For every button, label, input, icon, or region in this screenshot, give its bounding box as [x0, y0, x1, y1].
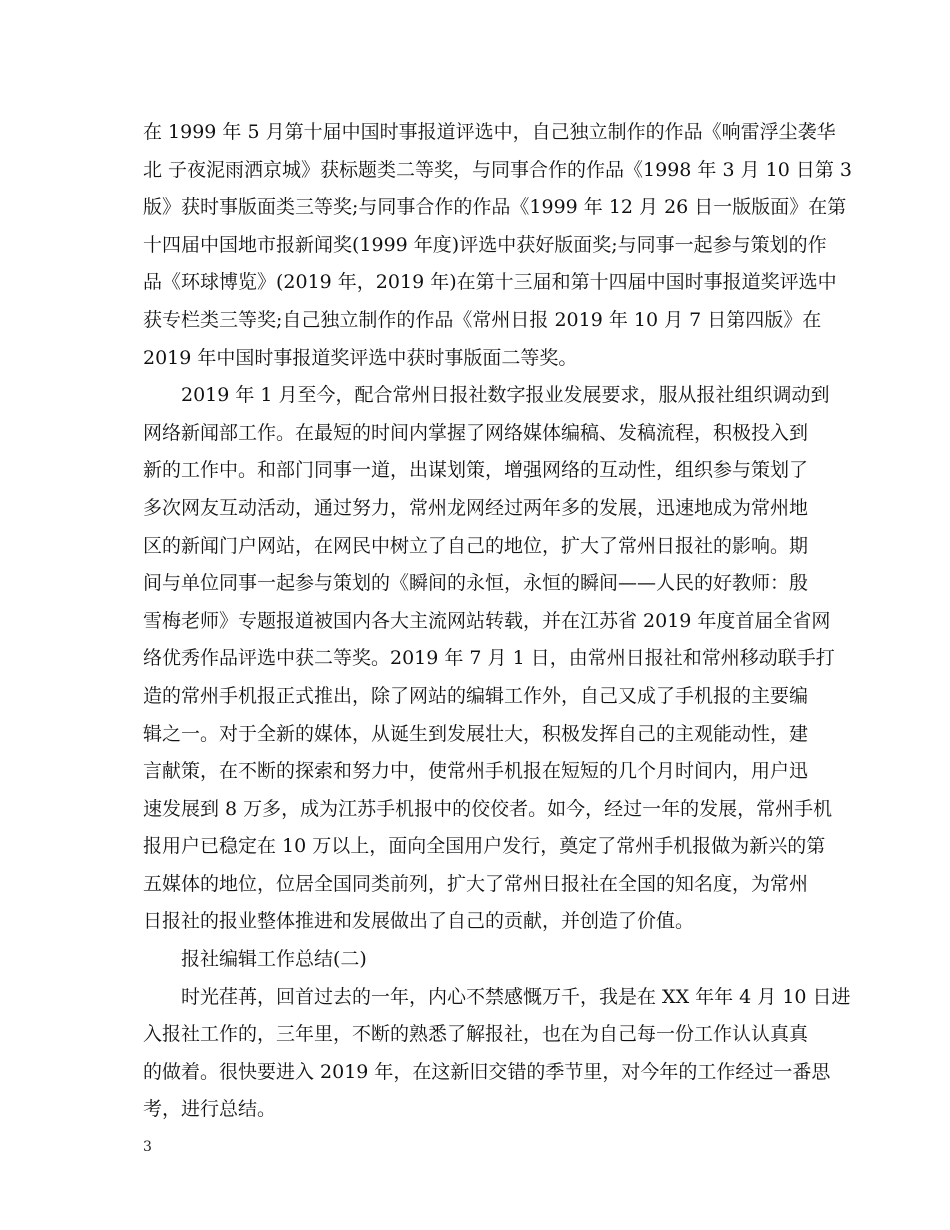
text-line: 报社编辑工作总结(二) — [181, 948, 367, 971]
text-line: 2019 年 1 月至今，配合常州日报社数字报业发展要求，服从报社组织调动到 — [181, 384, 830, 407]
text-line: 多次网友互动活动，通过努力，常州龙网经过两年多的发展，迅速地成为常州地 — [143, 496, 809, 519]
text-line: 入报社工作的，三年里，不断的熟悉了解报社，也在为自己每一份工作认认真真 — [143, 1023, 809, 1046]
text-line: 报用户已稳定在 10 万以上，面向全国用户发行，奠定了常州手机报做为新兴的第 — [143, 835, 826, 858]
text-line: 网络新闻部工作。在最短的时间内掌握了网络媒体编稿、发稿流程，积极投入到 — [143, 421, 809, 444]
text-line: 速发展到 8 万多，成为江苏手机报中的佼佼者。如今，经过一年的发展，常州手机 — [143, 797, 833, 820]
text-line: 间与单位同事一起参与策划的《瞬间的永恒，永恒的瞬间——人民的好教师：殷 — [143, 572, 809, 595]
text-line: 辑之一。对于全新的媒体，从诞生到发展壮大，积极发挥自己的主观能动性，建 — [143, 722, 809, 745]
text-line: 2019 年中国时事报道奖评选中获时事版面二等奖。 — [143, 346, 578, 369]
text-line: 获专栏类三等奖;自己独立制作的作品《常州日报 2019 年 10 月 7 日第四版》在 — [143, 308, 822, 331]
text-line: 雪梅老师》专题报道被国内各大主流网站转载，并在江苏省 2019 年度首届全省网 — [143, 609, 831, 632]
text-line: 五媒体的地位，位居全国同类前列，扩大了常州日报社在全国的知名度，为常州 — [143, 872, 809, 895]
text-line: 区的新闻门户网站，在网民中树立了自己的地位，扩大了常州日报社的影响。期 — [143, 534, 809, 557]
page-number: 3 — [143, 1139, 152, 1155]
text-line: 时光荏苒，回首过去的一年，内心不禁感慨万千，我是在 XX 年年 4 月 10 日进 — [181, 985, 851, 1008]
document-body — [143, 114, 852, 1129]
text-line: 十四届中国地市报新闻奖(1999 年度)评选中获好版面奖;与同事一起参与策划的作 — [143, 233, 827, 256]
text-line: 造的常州手机报正式推出，除了网站的编辑工作外，自己又成了手机报的主要编 — [143, 684, 809, 707]
text-line: 北 子夜泥雨洒京城》获标题类二等奖，与同事合作的作品《1998 年 3 月 10 日第 3 — [143, 158, 852, 181]
text-line: 的做着。很快要进入 2019 年，在这新旧交错的季节里，对今年的工作经过一番思 — [143, 1060, 831, 1083]
text-line: 日报社的报业整体推进和发展做出了自己的贡献，并创造了价值。 — [143, 910, 695, 933]
text-line: 言献策，在不断的探索和努力中，使常州手机报在短短的几个月时间内，用户迅 — [143, 760, 809, 783]
text-line: 新的工作中。和部门同事一道，出谋划策，增强网络的互动性，组织参与策划了 — [143, 459, 809, 482]
text-line: 络优秀作品评选中获二等奖。2019 年 7 月 1 日，由常州日报社和常州移动联手打 — [143, 647, 835, 670]
text-line: 考，进行总结。 — [143, 1098, 277, 1121]
text-line: 版》获时事版面类三等奖;与同事合作的作品《1999 年 12 月 26 日一版版面》在第 — [143, 196, 847, 219]
text-line: 品《环球博览》(2019 年，2019 年)在第十三届和第十四届中国时事报道奖评选中 — [143, 271, 837, 294]
text-line: 在 1999 年 5 月第十届中国时事报道评选中，自己独立制作的作品《响雷浮尘袭华 — [143, 121, 836, 143]
